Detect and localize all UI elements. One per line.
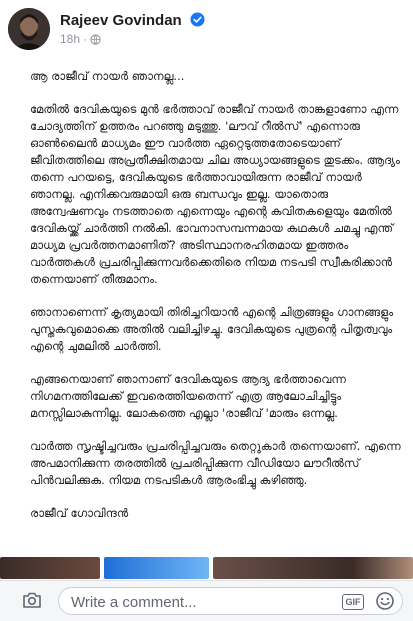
post-paragraph: എങ്ങനെയാണ് ഞാനാണ് ദേവികയുടെ ആദ്യ ഭർത്താവെന്ന നിഗമനത്തിലേക്ക് ഇവരെത്തിയതെന്ന് എത്ര ആലോചിച്ചിട്ടും മനസ്സിലാകുന്നില്ല. ലോകത്തെ എല്ലാ 'രാജീവ് 'മാരും ഒന്നല്ല. [30,372,346,420]
post-image-strip[interactable] [0,557,413,579]
camera-icon[interactable] [22,591,42,613]
post-header [0,0,413,60]
comment-input[interactable] [69,592,333,612]
globe-icon[interactable] [90,34,101,48]
post-signature: രാജീവ് ഗോവിന്ദൻ [30,506,129,520]
comment-bar [0,580,413,621]
post-paragraph: വാർത്ത സൃഷ്ടിച്ചവരും പ്രചരിപ്പിച്ചവരും തെറ്റുകാർ തന്നെയാണ്. എന്നെ അപമാനിക്കുന്ന തരത്തിൽ പ്രചരിപ്പിക്കുന്ന വീഡിയോ ലൗറീൽസ് പിൻവലിക്കുക. നിയമ നടപടികൾ ആരംഭിച്ചു കഴിഞ്ഞു. [30,439,401,487]
post-photo[interactable] [0,557,100,579]
author-name[interactable]: Rajeev Govindan [60,12,182,29]
post-meta [60,32,101,48]
comment-input-container[interactable] [58,587,403,615]
gif-icon[interactable]: GIF [342,594,364,610]
post-paragraph: ഞാനാണെന്ന് കൃത്യമായി തിരിച്ചറിയാൻ എന്റെ ചിത്രങ്ങളും ഗാനങ്ങളും പുസ്തകവുമൊക്കെ അതിൽ വലിച്ചിഴച്ചു. ദേവികയുടെ പുത്രന്റെ പിതൃത്വവും എന്റെ ചുമലിൽ ചാർത്തി. [30,305,394,353]
post-photo[interactable] [104,557,209,579]
post-paragraph: മേതിൽ ദേവികയുടെ മുൻ ഭർത്താവ് രാജീവ് നായർ താങ്കളാണോ എന്ന ചോദ്യത്തിന് ഉത്തരം പറഞ്ഞു മടുത്തു. 'ലൗവ് റീൽസ്' എന്നൊരു ഓൺലൈൻ മാധ്യമം ഈ വാർത്ത ഏറ്റെടുത്തതോടെയാണ് ജീവിതത്തിലെ അപ്രതീക്ഷിതമായ ചില അധ്യായങ്ങളുടെ തുടക്കം. ആദ്യം തന്നെ പറയട്ടെ, ദേവികയുടെ ഭർത്താവായിരുന്ന രാജീവ് നായർ ഞാനല്ല. എനിക്കവരുമായി ഒരു ബന്ധവും ഇല്ല. യാതൊരു അന്വേഷണവും നടത്താതെ എന്നെയും എന്റെ കവിതകളെയും മേതിൽ ദേവികയ്ക്ക് ചാർത്തി നൽകി. ഭാവനാസമ്പന്നമായ കഥകൾ ചമച്ചു എന്ത് മാധ്യമ പ്രവർത്തനമാണിത്? അടിസ്ഥാനരഹിതമായ ഇത്തരം വാർത്തകൾ പ്രചരിപ്പിക്കുന്നവർക്കെതിരെ നിയമ നടപടി സ്വീകരിക്കാൻ തന്നെയാണ് തീരുമാനം. [30,102,400,286]
post-author[interactable] [60,12,205,31]
smiley-icon[interactable] [375,591,395,615]
post-body [30,68,408,538]
meta-separator: · [83,32,88,46]
post-paragraph: ആ രാജീവ് നായർ ഞാനല്ല... [30,69,185,83]
verified-badge-icon [190,12,205,31]
avatar-image [8,8,50,50]
post-timestamp[interactable]: 18h [60,32,81,46]
avatar[interactable] [8,8,50,50]
post-photo[interactable] [213,557,413,579]
